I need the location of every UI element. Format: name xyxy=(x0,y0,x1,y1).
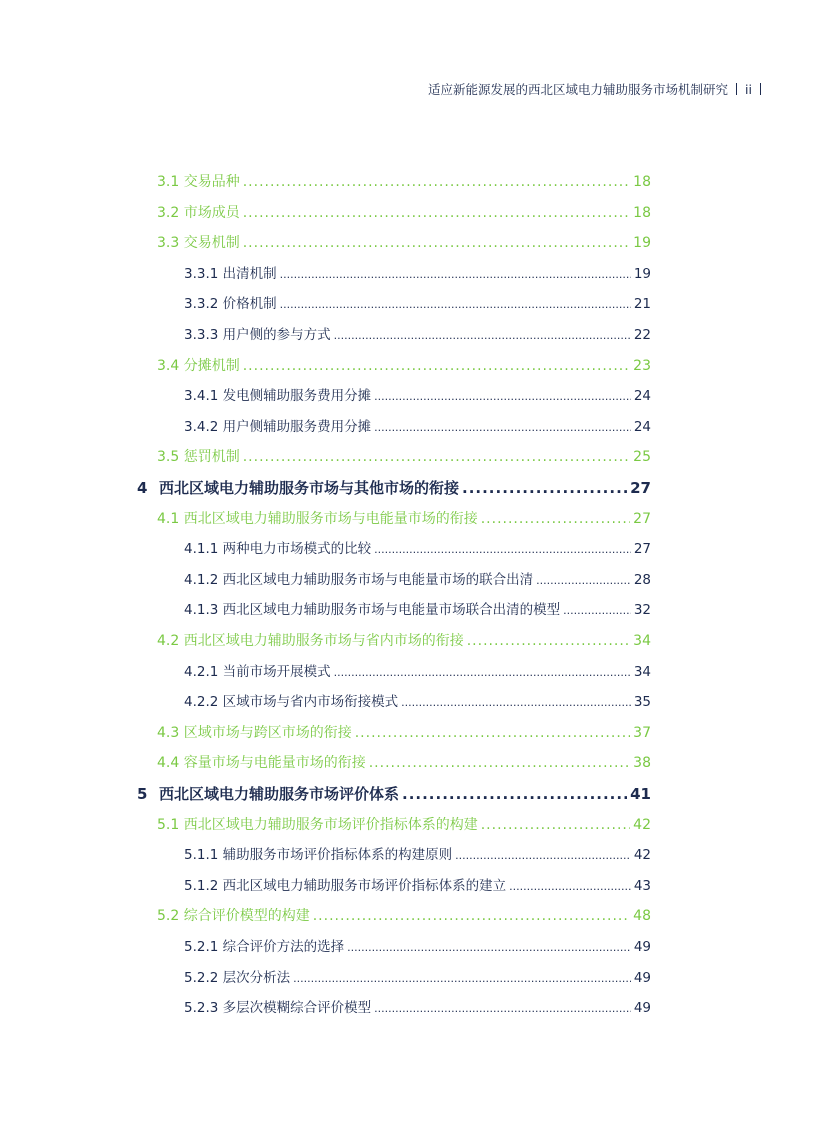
toc-leader-dots xyxy=(243,231,630,255)
toc-entry-label: 4.2.1 当前市场开展模式 xyxy=(184,663,331,680)
toc-leader-dots xyxy=(462,476,627,500)
toc-entry-label: 4.1.3 西北区域电力辅助服务市场与电能量市场联合出清的模型 xyxy=(184,602,561,619)
toc-entry-title xyxy=(184,415,371,439)
toc-entry-title xyxy=(137,476,459,500)
toc-entry-title xyxy=(157,445,240,469)
toc-page-number: 25 xyxy=(633,449,651,466)
toc-leader-dots xyxy=(536,569,631,593)
toc-entry-title xyxy=(157,170,240,194)
toc-entry-label: 5.1.1 辅助服务市场评价指标体系的构建原则 xyxy=(184,847,453,864)
toc-entry-title xyxy=(157,751,366,775)
toc-chapter-number: 5 xyxy=(137,785,148,803)
toc-page-number: 23 xyxy=(633,357,651,374)
toc-page-number: 34 xyxy=(633,633,651,649)
toc-entry[interactable] xyxy=(184,966,651,990)
toc-entry-title xyxy=(157,904,310,928)
toc-leader-dots xyxy=(467,629,630,653)
toc-entry-label: 3.2 市场成员 xyxy=(157,204,240,221)
toc-entry[interactable] xyxy=(157,721,651,745)
toc-leader-dots xyxy=(355,721,630,745)
toc-entry[interactable] xyxy=(157,751,651,775)
toc-entry-label: 4.2 西北区域电力辅助服务市场与省内市场的衔接 xyxy=(157,633,464,649)
toc-entry[interactable] xyxy=(137,476,651,500)
toc-entry-label: 3.1 交易品种 xyxy=(157,174,240,190)
toc-entry-label: 3.4.2 用户侧辅助服务费用分摊 xyxy=(184,418,372,435)
toc-entry-title xyxy=(184,690,398,714)
toc-entry[interactable] xyxy=(157,904,651,928)
toc-entry-label: 4.2.2 区域市场与省内市场衔接模式 xyxy=(184,694,399,711)
toc-entry-label: 3.4.1 发电侧辅助服务费用分摊 xyxy=(184,388,372,405)
toc-page-number: 37 xyxy=(633,724,651,741)
toc-page-number: 18 xyxy=(633,204,651,221)
toc-page-number: 22 xyxy=(633,327,651,343)
toc-page-number: 43 xyxy=(633,877,651,894)
toc-leader-dots xyxy=(347,936,631,960)
toc-leader-dots xyxy=(563,599,631,623)
toc-leader-dots xyxy=(402,782,627,806)
toc-leader-dots xyxy=(280,293,631,317)
toc-entry-title xyxy=(184,384,371,408)
toc-page-number: 34 xyxy=(633,663,651,680)
toc-leader-dots xyxy=(481,813,630,837)
toc-entry[interactable] xyxy=(157,445,651,469)
toc-leader-dots xyxy=(243,354,630,378)
toc-leader-dots xyxy=(369,751,630,775)
toc-leader-dots xyxy=(280,263,631,287)
running-header xyxy=(428,80,769,98)
toc-leader-dots xyxy=(374,385,631,409)
toc-page-number: 19 xyxy=(633,265,651,282)
toc-page-number: 32 xyxy=(633,602,651,619)
toc-entry-label: 4.1.2 西北区域电力辅助服务市场与电能量市场的联合出清 xyxy=(184,571,534,588)
toc-leader-dots xyxy=(243,201,630,225)
toc-entry-label: 3.5 惩罚机制 xyxy=(157,449,240,466)
toc-entry-label: 3.3.2 价格机制 xyxy=(184,296,277,313)
header-divider-right xyxy=(760,83,761,95)
toc-page-number: 24 xyxy=(633,418,651,435)
toc-leader-dots xyxy=(401,691,631,715)
toc-leader-dots xyxy=(509,875,631,899)
toc-page-number: 42 xyxy=(633,847,651,864)
toc-leader-dots xyxy=(313,904,630,928)
toc-chapter-number: 4 xyxy=(137,479,148,497)
toc-page-number: 27 xyxy=(633,510,651,527)
toc-leader-dots xyxy=(243,170,630,194)
toc-entry-title xyxy=(184,996,371,1020)
toc-leader-dots xyxy=(374,416,631,440)
toc-entry-title xyxy=(157,507,478,531)
toc-leader-dots xyxy=(334,324,631,348)
toc-page-number: 49 xyxy=(633,969,651,986)
toc-page-number: 42 xyxy=(633,816,651,833)
toc-entry[interactable] xyxy=(157,170,651,194)
toc-page-number: 19 xyxy=(633,235,651,252)
toc-entry[interactable] xyxy=(157,201,651,225)
toc-entry-label: 4.4 容量市场与电能量市场的衔接 xyxy=(157,755,366,772)
toc-entry-title xyxy=(184,598,560,622)
toc-leader-dots xyxy=(374,997,631,1021)
toc-leader-dots xyxy=(293,967,631,991)
toc-leader-dots xyxy=(334,661,631,685)
toc-entry-title xyxy=(157,813,478,837)
toc-entry-label: 3.3.3 用户侧的参与方式 xyxy=(184,327,331,343)
toc-entry-label: 5.1 西北区域电力辅助服务市场评价指标体系的构建 xyxy=(157,816,478,833)
toc-entry[interactable] xyxy=(184,537,651,561)
toc-entry-label: 5.2.3 多层次模糊综合评价模型 xyxy=(184,1000,372,1017)
toc-entry-title xyxy=(184,262,277,286)
toc-entry[interactable] xyxy=(157,231,651,255)
toc-entry-title xyxy=(184,874,506,898)
toc-entry-label: 3.4 分摊机制 xyxy=(157,357,240,374)
toc-entry-title xyxy=(184,537,371,561)
header-page-number: ii xyxy=(745,81,752,97)
toc-entry[interactable] xyxy=(184,935,651,959)
toc-entry-title xyxy=(157,721,352,745)
toc-entry-title xyxy=(157,201,240,225)
toc-page-number: 21 xyxy=(633,296,651,313)
toc-page-number: 18 xyxy=(633,174,651,190)
toc-leader-dots xyxy=(243,445,630,469)
toc-page-number: 49 xyxy=(633,1000,651,1017)
toc-entry[interactable] xyxy=(184,598,651,622)
header-divider-left xyxy=(736,83,737,95)
toc-entry-label: 5.1.2 西北区域电力辅助服务市场评价指标体系的建立 xyxy=(184,877,507,894)
toc-entry[interactable] xyxy=(184,660,651,684)
toc-entry[interactable] xyxy=(184,874,651,898)
toc-entry[interactable] xyxy=(184,568,651,592)
toc-entry-label: 5.2.2 层次分析法 xyxy=(184,969,291,986)
toc-entry-label: 3.3 交易机制 xyxy=(157,235,240,252)
toc-entry-title xyxy=(137,782,399,806)
toc-entry-label: 5.2 综合评价模型的构建 xyxy=(157,908,310,925)
toc-entry-label: 西北区域电力辅助服务市场评价体系 xyxy=(159,785,400,803)
toc-entry-title xyxy=(184,568,533,592)
toc-page-number: 49 xyxy=(633,939,651,955)
toc-entry[interactable] xyxy=(137,782,651,806)
toc-entry[interactable] xyxy=(184,292,651,316)
toc-entry-title xyxy=(184,660,331,684)
toc-entry-label: 3.3.1 出清机制 xyxy=(184,265,277,282)
toc-entry-title xyxy=(184,292,277,316)
toc-entry[interactable] xyxy=(157,629,651,653)
toc-page-number: 24 xyxy=(633,388,651,405)
toc-entry[interactable] xyxy=(184,384,651,408)
toc-entry-title xyxy=(184,323,331,347)
toc-entry-title xyxy=(184,966,290,990)
toc-entry[interactable] xyxy=(184,415,651,439)
toc-leader-dots xyxy=(481,507,630,531)
toc-entry-label: 4.3 区域市场与跨区市场的衔接 xyxy=(157,724,352,741)
toc-page-number: 35 xyxy=(633,694,651,711)
toc-entry-label: 4.1.1 两种电力市场模式的比较 xyxy=(184,541,372,558)
toc-page-number: 27 xyxy=(630,479,651,497)
running-header-title: 适应新能源发展的西北区域电力辅助服务市场机制研究 xyxy=(428,82,729,97)
toc-entry-title xyxy=(157,629,464,653)
toc-entry-title xyxy=(184,935,344,959)
toc-entry[interactable] xyxy=(157,354,651,378)
toc-entry[interactable] xyxy=(184,262,651,286)
toc-entry-label: 5.2.1 综合评价方法的选择 xyxy=(184,939,345,955)
toc-entry[interactable] xyxy=(184,690,651,714)
toc-leader-dots xyxy=(455,844,631,868)
toc-entry[interactable] xyxy=(184,323,651,347)
toc-entry-title xyxy=(157,231,240,255)
toc-page-number: 28 xyxy=(633,571,651,588)
toc-entry[interactable] xyxy=(184,843,651,867)
toc-entry[interactable] xyxy=(157,813,651,837)
toc-page-number: 38 xyxy=(633,755,651,772)
toc-entry-label: 4.1 西北区域电力辅助服务市场与电能量市场的衔接 xyxy=(157,510,478,527)
toc-entry[interactable] xyxy=(184,996,651,1020)
toc-page-number: 48 xyxy=(633,908,651,925)
toc-entry-label: 西北区域电力辅助服务市场与其他市场的衔接 xyxy=(159,479,460,497)
toc-entry[interactable] xyxy=(157,507,651,531)
toc-page-number: 27 xyxy=(633,541,651,558)
toc-entry-title xyxy=(184,843,452,867)
toc-leader-dots xyxy=(374,538,631,562)
toc-page-number: 41 xyxy=(630,785,651,803)
toc-entry-title xyxy=(157,354,240,378)
